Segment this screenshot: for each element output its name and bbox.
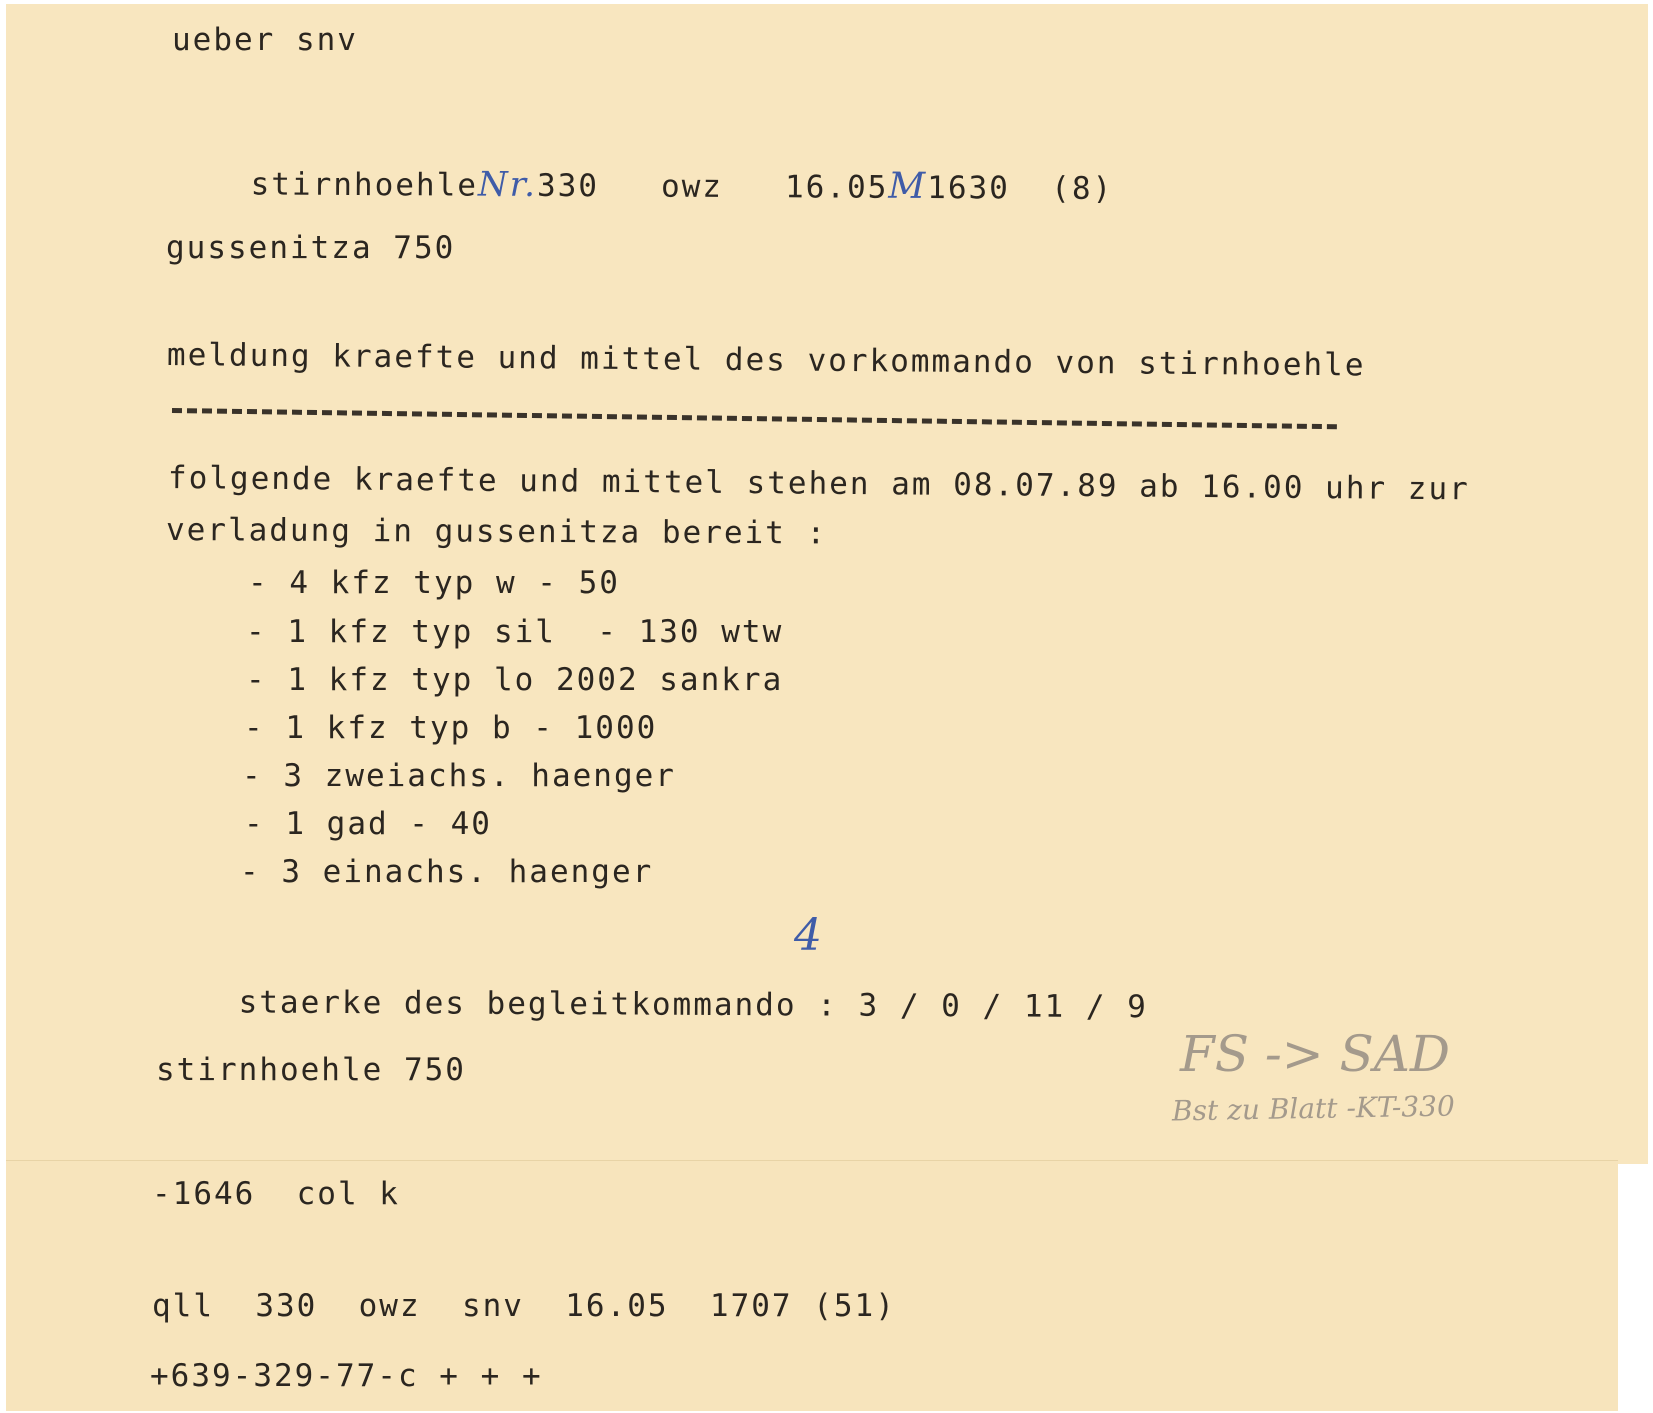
end-of-message-line: +639-329-77-c + + + bbox=[150, 1358, 543, 1394]
subject-line: meldung kraefte und mittel des vorkommando von stirnhoehle bbox=[166, 337, 1366, 384]
sender-label: stirnhoehle bbox=[250, 166, 479, 204]
addressee-line: gussenitza 750 bbox=[166, 230, 456, 266]
message-time: 1630 bbox=[927, 169, 1010, 207]
intro-line-2: verladung in gussenitza bereit : bbox=[165, 512, 828, 552]
item-line: - 4 kfz typ w - 50 bbox=[248, 565, 620, 601]
receipt-line: qll 330 owz snv 16.05 1707 (51) bbox=[152, 1288, 896, 1324]
strength-line bbox=[156, 948, 1148, 1061]
transmission-time-line: -1646 col k bbox=[152, 1176, 400, 1212]
message-date: 16.05 bbox=[784, 169, 889, 206]
item-line: - 1 kfz typ sil - 130 wtw bbox=[246, 614, 784, 650]
pencil-annotation-routing: FS -> SAD bbox=[1180, 1025, 1450, 1083]
item-line: - 3 einachs. haenger bbox=[240, 854, 654, 890]
page-count: (8) bbox=[1051, 170, 1114, 207]
item-line: - 1 gad - 40 bbox=[244, 806, 492, 842]
message-number: 330 bbox=[536, 167, 600, 205]
pencil-annotation-note: Bst zu Blatt -KT-330 bbox=[1171, 1089, 1456, 1128]
handwritten-nr: Nr. bbox=[477, 164, 538, 205]
item-line: - 1 kfz typ b - 1000 bbox=[244, 710, 658, 746]
strength-value: 3 / 0 / 11 / 9 bbox=[858, 987, 1148, 1026]
strength-label: staerke des begleitkommando : bbox=[238, 984, 838, 1024]
message-header-line bbox=[168, 126, 1114, 244]
message-code: owz bbox=[660, 168, 724, 205]
intro-line-1: folgende kraefte und mittel stehen am 08.07.89 ab 16.00 uhr zur bbox=[167, 460, 1470, 508]
item-line: - 3 zweiachs. haenger bbox=[242, 758, 676, 794]
route-line: ueber snv bbox=[172, 22, 358, 58]
handwritten-mark: M bbox=[888, 165, 928, 207]
handwritten-strength-correction: 4 bbox=[794, 910, 822, 961]
item-line: - 1 kfz typ lo 2002 sankra bbox=[246, 662, 784, 698]
sender-signature-line: stirnhoehle 750 bbox=[156, 1052, 466, 1088]
